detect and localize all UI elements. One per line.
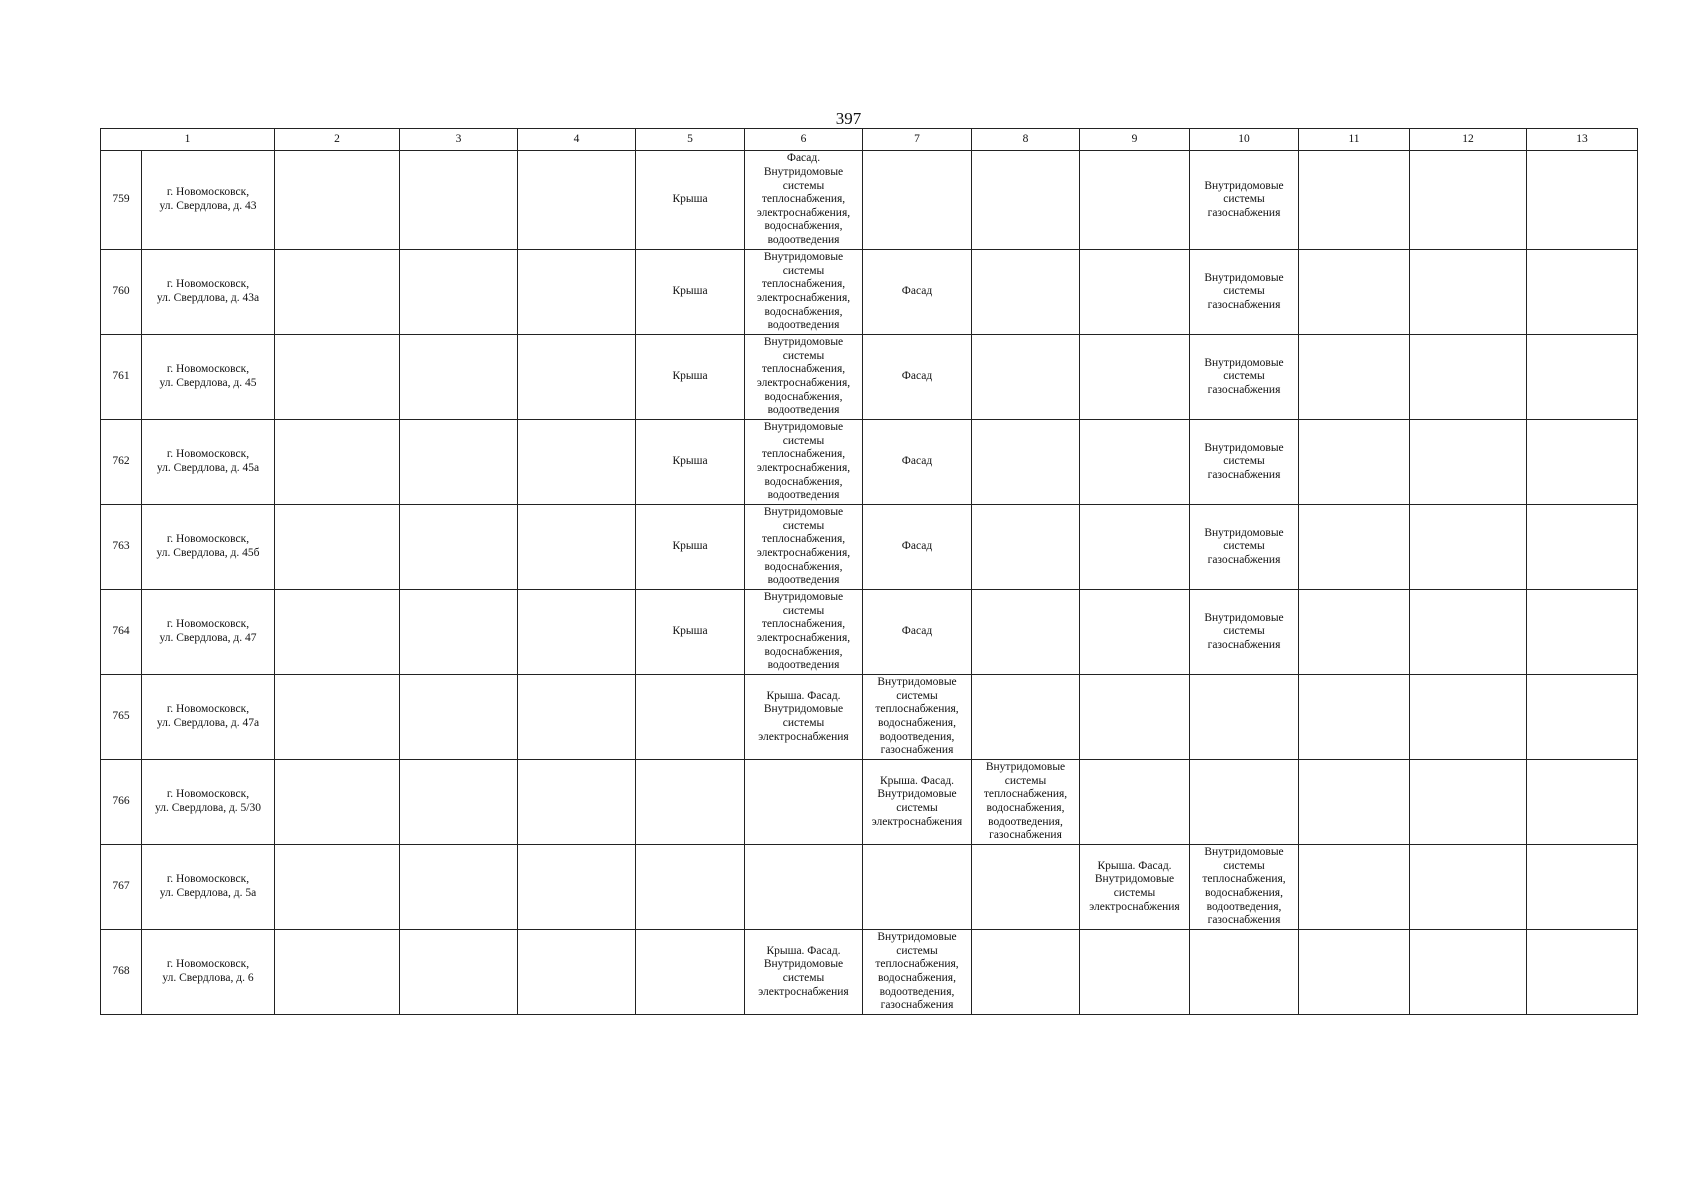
work-cell-col-7: Фасад <box>863 335 972 420</box>
address-line: г. Новомосковск, <box>166 448 250 461</box>
work-cell-col-5: Крыша <box>636 590 745 675</box>
work-cell-col-12 <box>1410 151 1527 250</box>
work-cell-col-5 <box>636 845 745 930</box>
column-number-row <box>101 129 1638 151</box>
work-cell-col-8 <box>972 590 1080 675</box>
work-cell-col-3 <box>400 845 518 930</box>
work-cell-col-9 <box>1080 420 1190 505</box>
work-cell-col-11 <box>1299 760 1410 845</box>
work-cell-col-10: Внутридомовые системы газоснабжения <box>1190 250 1299 335</box>
address-line: г. Новомосковск, <box>166 618 250 631</box>
work-cell-col-5: Крыша <box>636 505 745 590</box>
address-line: ул. Свердлова, д. 43 <box>159 200 257 212</box>
work-cell-col-3 <box>400 335 518 420</box>
address-line: ул. Свердлова, д. 47 <box>159 632 257 644</box>
work-cell-col-13 <box>1527 250 1638 335</box>
address-cell <box>142 335 275 420</box>
work-cell-col-11 <box>1299 675 1410 760</box>
work-cell-col-7: Фасад <box>863 250 972 335</box>
work-cell-col-3 <box>400 151 518 250</box>
row-number: 760 <box>101 250 142 335</box>
work-cell-col-12 <box>1410 930 1527 1015</box>
row-number: 762 <box>101 420 142 505</box>
table-row <box>101 420 1638 505</box>
column-number-header: 1 <box>101 129 275 151</box>
row-number: 759 <box>101 151 142 250</box>
work-cell-col-10: Внутридомовые системы газоснабжения <box>1190 505 1299 590</box>
column-number-header: 3 <box>400 129 518 151</box>
address-line: г. Новомосковск, <box>166 873 250 886</box>
row-number: 765 <box>101 675 142 760</box>
work-cell-col-11 <box>1299 420 1410 505</box>
work-cell-col-11 <box>1299 845 1410 930</box>
work-cell-col-6: Внутридомовые системы теплоснабжения, электроснабжения, водоснабжения, водоотведения <box>745 590 863 675</box>
work-cell-col-10: Внутридомовые системы газоснабжения <box>1190 590 1299 675</box>
column-number-header: 7 <box>863 129 972 151</box>
address-line: г. Новомосковск, <box>166 363 250 376</box>
work-cell-col-3 <box>400 675 518 760</box>
work-cell-col-11 <box>1299 505 1410 590</box>
work-cell-col-4 <box>518 675 636 760</box>
work-cell-col-9 <box>1080 151 1190 250</box>
work-cell-col-9 <box>1080 590 1190 675</box>
address-line: г. Новомосковск, <box>166 788 250 801</box>
address-line: ул. Свердлова, д. 6 <box>162 972 254 984</box>
work-cell-col-10: Внутридомовые системы теплоснабжения, водоснабжения, водоотведения, газоснабжения <box>1190 845 1299 930</box>
work-cell-col-4 <box>518 845 636 930</box>
work-cell-col-7: Фасад <box>863 590 972 675</box>
address-line: г. Новомосковск, <box>166 958 250 971</box>
address-line: г. Новомосковск, <box>166 186 250 199</box>
address-cell <box>142 420 275 505</box>
work-cell-col-13 <box>1527 760 1638 845</box>
work-cell-col-13 <box>1527 420 1638 505</box>
work-cell-col-7: Фасад <box>863 420 972 505</box>
work-cell-col-6: Внутридомовые системы теплоснабжения, электроснабжения, водоснабжения, водоотведения <box>745 250 863 335</box>
work-cell-col-10 <box>1190 675 1299 760</box>
column-number-header: 5 <box>636 129 745 151</box>
work-cell-col-5: Крыша <box>636 335 745 420</box>
table-body <box>101 129 1638 1015</box>
table-row <box>101 590 1638 675</box>
work-cell-col-8 <box>972 930 1080 1015</box>
address-cell <box>142 151 275 250</box>
work-cell-col-8 <box>972 250 1080 335</box>
table-row <box>101 250 1638 335</box>
column-number-header: 6 <box>745 129 863 151</box>
work-cell-col-13 <box>1527 675 1638 760</box>
work-cell-col-6: Внутридомовые системы теплоснабжения, электроснабжения, водоснабжения, водоотведения <box>745 420 863 505</box>
column-number-header: 13 <box>1527 129 1638 151</box>
address-line: ул. Свердлова, д. 43а <box>156 292 260 304</box>
work-cell-col-4 <box>518 760 636 845</box>
work-cell-col-4 <box>518 151 636 250</box>
work-cell-col-7: Крыша. Фасад. Внутридомовые системы электроснабжения <box>863 760 972 845</box>
work-cell-col-3 <box>400 250 518 335</box>
table-row <box>101 930 1638 1015</box>
work-cell-col-6 <box>745 845 863 930</box>
row-number: 768 <box>101 930 142 1015</box>
column-number-header: 11 <box>1299 129 1410 151</box>
work-cell-col-3 <box>400 930 518 1015</box>
address-cell <box>142 505 275 590</box>
work-cell-col-3 <box>400 420 518 505</box>
work-cell-col-2 <box>275 151 400 250</box>
work-cell-col-4 <box>518 590 636 675</box>
work-cell-col-12 <box>1410 420 1527 505</box>
column-number-header: 12 <box>1410 129 1527 151</box>
work-cell-col-8 <box>972 335 1080 420</box>
work-cell-col-2 <box>275 590 400 675</box>
work-cell-col-2 <box>275 250 400 335</box>
row-number: 767 <box>101 845 142 930</box>
address-cell <box>142 845 275 930</box>
work-cell-col-6: Внутридомовые системы теплоснабжения, электроснабжения, водоснабжения, водоотведения <box>745 335 863 420</box>
work-cell-col-2 <box>275 675 400 760</box>
work-cell-col-4 <box>518 420 636 505</box>
work-cell-col-13 <box>1527 930 1638 1015</box>
work-cell-col-8 <box>972 505 1080 590</box>
address-line: г. Новомосковск, <box>166 703 250 716</box>
work-cell-col-12 <box>1410 250 1527 335</box>
work-cell-col-5: Крыша <box>636 250 745 335</box>
column-number-header: 8 <box>972 129 1080 151</box>
work-cell-col-9: Крыша. Фасад. Внутридомовые системы электроснабжения <box>1080 845 1190 930</box>
work-cell-col-6: Фасад. Внутридомовые системы теплоснабжения, электроснабжения, водоснабжения, водоотведения <box>745 151 863 250</box>
work-cell-col-7 <box>863 845 972 930</box>
work-cell-col-9 <box>1080 250 1190 335</box>
row-number: 766 <box>101 760 142 845</box>
work-cell-col-12 <box>1410 590 1527 675</box>
work-cell-col-12 <box>1410 505 1527 590</box>
work-cell-col-6 <box>745 760 863 845</box>
work-cell-col-10 <box>1190 760 1299 845</box>
address-cell <box>142 250 275 335</box>
address-line: ул. Свердлова, д. 47а <box>156 717 260 729</box>
work-cell-col-9 <box>1080 930 1190 1015</box>
work-cell-col-9 <box>1080 505 1190 590</box>
work-cell-col-5 <box>636 675 745 760</box>
work-cell-col-11 <box>1299 930 1410 1015</box>
work-cell-col-7: Фасад <box>863 505 972 590</box>
work-cell-col-3 <box>400 505 518 590</box>
work-cell-col-5 <box>636 760 745 845</box>
work-cell-col-9 <box>1080 675 1190 760</box>
address-line: ул. Свердлова, д. 45 <box>159 377 257 389</box>
work-cell-col-2 <box>275 930 400 1015</box>
row-number: 763 <box>101 505 142 590</box>
table-row <box>101 760 1638 845</box>
repair-schedule-table <box>100 128 1638 1015</box>
work-cell-col-11 <box>1299 590 1410 675</box>
work-cell-col-2 <box>275 845 400 930</box>
work-cell-col-12 <box>1410 335 1527 420</box>
work-cell-col-7: Внутридомовые системы теплоснабжения, водоснабжения, водоотведения, газоснабжения <box>863 930 972 1015</box>
work-cell-col-2 <box>275 420 400 505</box>
work-cell-col-9 <box>1080 335 1190 420</box>
column-number-header: 10 <box>1190 129 1299 151</box>
row-number: 764 <box>101 590 142 675</box>
work-cell-col-11 <box>1299 335 1410 420</box>
work-cell-col-3 <box>400 590 518 675</box>
work-cell-col-4 <box>518 250 636 335</box>
work-cell-col-4 <box>518 505 636 590</box>
work-cell-col-9 <box>1080 760 1190 845</box>
work-cell-col-7 <box>863 151 972 250</box>
work-cell-col-2 <box>275 335 400 420</box>
work-cell-col-2 <box>275 760 400 845</box>
work-cell-col-6: Внутридомовые системы теплоснабжения, электроснабжения, водоснабжения, водоотведения <box>745 505 863 590</box>
work-cell-col-10: Внутридомовые системы газоснабжения <box>1190 335 1299 420</box>
work-cell-col-8 <box>972 420 1080 505</box>
work-cell-col-5: Крыша <box>636 420 745 505</box>
work-cell-col-13 <box>1527 505 1638 590</box>
work-cell-col-11 <box>1299 151 1410 250</box>
work-cell-col-4 <box>518 335 636 420</box>
column-number-header: 4 <box>518 129 636 151</box>
address-line: г. Новомосковск, <box>166 278 250 291</box>
address-line: ул. Свердлова, д. 5/30 <box>155 802 261 814</box>
address-cell <box>142 590 275 675</box>
work-cell-col-13 <box>1527 335 1638 420</box>
address-cell <box>142 675 275 760</box>
work-cell-col-12 <box>1410 760 1527 845</box>
work-cell-col-2 <box>275 505 400 590</box>
table-row <box>101 845 1638 930</box>
table-row <box>101 505 1638 590</box>
address-line: ул. Свердлова, д. 45а <box>156 462 260 474</box>
address-line: ул. Свердлова, д. 45б <box>156 547 260 559</box>
table-row <box>101 335 1638 420</box>
work-cell-col-10: Внутридомовые системы газоснабжения <box>1190 420 1299 505</box>
column-number-header: 9 <box>1080 129 1190 151</box>
work-cell-col-12 <box>1410 845 1527 930</box>
row-number: 761 <box>101 335 142 420</box>
table-row <box>101 151 1638 250</box>
address-line: г. Новомосковск, <box>166 533 250 546</box>
work-cell-col-8 <box>972 675 1080 760</box>
address-cell <box>142 760 275 845</box>
work-cell-col-6: Крыша. Фасад. Внутридомовые системы электроснабжения <box>745 675 863 760</box>
table-row <box>101 675 1638 760</box>
page-number: 397 <box>835 109 862 128</box>
column-number-header: 2 <box>275 129 400 151</box>
work-cell-col-8: Внутридомовые системы теплоснабжения, водоснабжения, водоотведения, газоснабжения <box>972 760 1080 845</box>
work-cell-col-6: Крыша. Фасад. Внутридомовые системы электроснабжения <box>745 930 863 1015</box>
work-cell-col-8 <box>972 151 1080 250</box>
work-cell-col-3 <box>400 760 518 845</box>
work-cell-col-8 <box>972 845 1080 930</box>
work-cell-col-13 <box>1527 845 1638 930</box>
work-cell-col-13 <box>1527 151 1638 250</box>
work-cell-col-10: Внутридомовые системы газоснабжения <box>1190 151 1299 250</box>
work-cell-col-12 <box>1410 675 1527 760</box>
address-line: ул. Свердлова, д. 5а <box>159 887 257 899</box>
address-cell <box>142 930 275 1015</box>
work-cell-col-11 <box>1299 250 1410 335</box>
work-cell-col-5 <box>636 930 745 1015</box>
work-cell-col-4 <box>518 930 636 1015</box>
work-cell-col-7: Внутридомовые системы теплоснабжения, водоснабжения, водоотведения, газоснабжения <box>863 675 972 760</box>
work-cell-col-5: Крыша <box>636 151 745 250</box>
work-cell-col-13 <box>1527 590 1638 675</box>
work-cell-col-10 <box>1190 930 1299 1015</box>
